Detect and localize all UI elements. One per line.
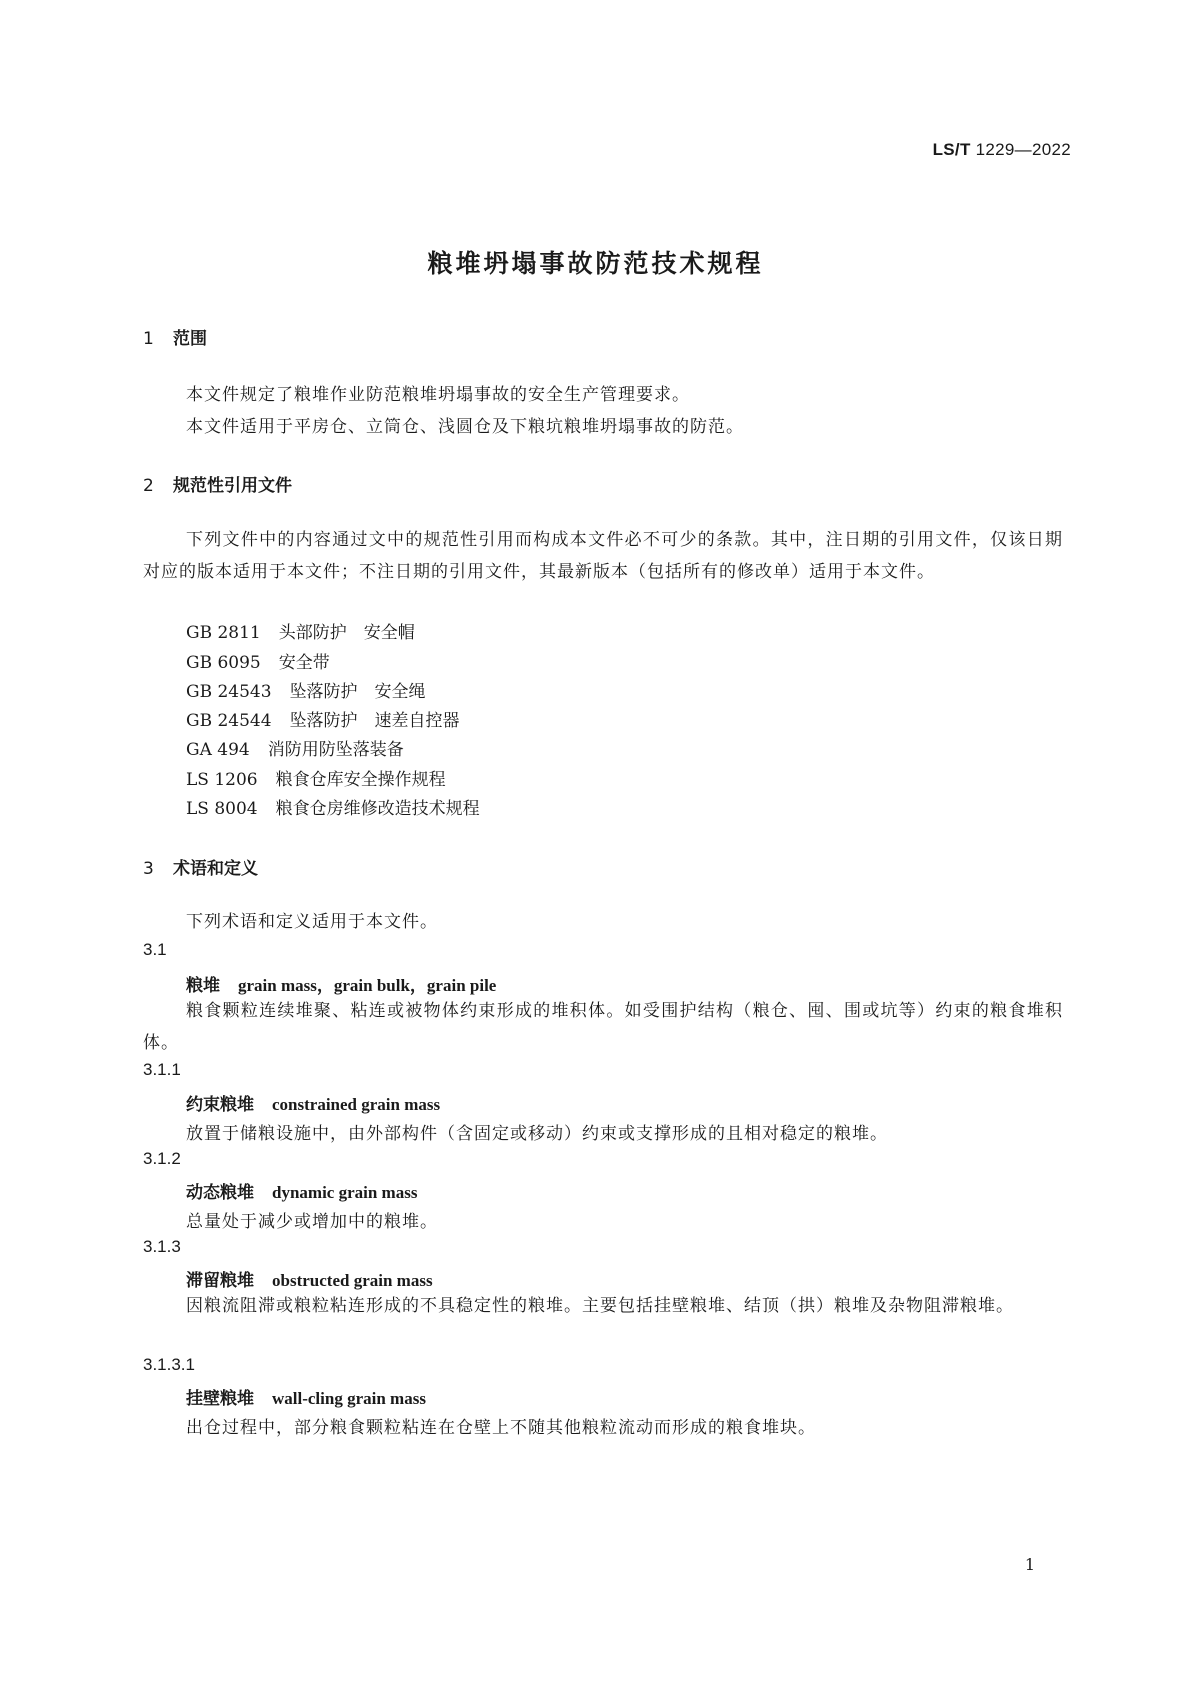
clause-number: 3.1.1 (143, 1060, 181, 1079)
reference-code: LS 1206 (186, 770, 258, 790)
term-heading (186, 1266, 433, 1291)
reference-item (186, 794, 480, 819)
reference-item (186, 765, 446, 790)
clause-number: 3.1.2 (143, 1149, 181, 1168)
standard-number (933, 140, 1071, 160)
term-en: constrained grain mass (272, 1095, 441, 1114)
section-number: 2 (143, 476, 154, 496)
reference-item (186, 618, 415, 643)
page-number: 1 (1024, 1555, 1035, 1574)
reference-title: 坠落防护 安全绳 (289, 682, 426, 702)
term-definition: 总量处于减少或增加中的粮堆。 (186, 1212, 438, 1232)
term-heading (186, 1384, 426, 1409)
section-heading-terms (143, 854, 258, 879)
reference-code: GB 24543 (186, 682, 272, 702)
reference-code: GA 494 (186, 740, 250, 760)
section-title: 范围 (173, 329, 207, 349)
reference-title: 消防用防坠落装备 (267, 740, 404, 760)
term-definition: 出仓过程中，部分粮食颗粒粘连在仓壁上不随其他粮粒流动而形成的粮食堆块。 (186, 1418, 816, 1438)
reference-item (186, 706, 460, 731)
reference-title: 粮食仓库安全操作规程 (275, 770, 446, 790)
section-heading-scope (143, 324, 207, 349)
term-zh: 约束粮堆 (186, 1095, 254, 1115)
term-definition: 放置于储粮设施中，由外部构件（含固定或移动）约束或支撑形成的且相对稳定的粮堆。 (186, 1124, 888, 1144)
reference-code: GB 6095 (186, 653, 261, 673)
reference-code: GB 2811 (186, 623, 261, 643)
term-en: dynamic grain mass (272, 1183, 418, 1202)
reference-title: 安全带 (278, 653, 330, 673)
clause-number: 3.1.3.1 (143, 1355, 195, 1374)
reference-title: 坠落防护 速差自控器 (289, 711, 460, 731)
term-definition: 粮食颗粒连续堆聚、粘连或被物体约束形成的堆积体。如受围护结构（粮仓、囤、围或坑等）约束的粮食堆积体。 (143, 1001, 1063, 1053)
term-heading (186, 971, 496, 996)
document-title: 粮堆坍塌事故防范技术规程 (427, 249, 764, 278)
term-en: wall-cling grain mass (272, 1389, 426, 1408)
term-zh: 滞留粮堆 (186, 1271, 254, 1291)
scope-paragraph-1: 本文件规定了粮堆作业防范粮堆坍塌事故的安全生产管理要求。 (186, 385, 690, 405)
term-en: grain mass，grain bulk，grain pile (238, 976, 497, 995)
term-heading (186, 1178, 417, 1203)
normative-intro: 下列文件中的内容通过文中的规范性引用而构成本文件必不可少的条款。其中，注日期的引用文件，仅该日期对应的版本适用于本文件；不注日期的引用文件，其最新版本（包括所有的修改单）适用于本文件。 (143, 530, 1063, 582)
term-en: obstructed grain mass (272, 1271, 433, 1290)
scope-paragraph-2: 本文件适用于平房仓、立筒仓、浅圆仓及下粮坑粮堆坍塌事故的防范。 (186, 417, 744, 437)
standard-prefix: LS/T (932, 140, 971, 159)
section-heading-normative (143, 471, 292, 496)
reference-item (186, 677, 426, 702)
clause-number: 3.1 (143, 940, 167, 959)
term-zh: 粮堆 (186, 976, 220, 996)
clause-number: 3.1.3 (143, 1237, 181, 1256)
standard-year: 1229—2022 (975, 140, 1071, 159)
section-number: 1 (143, 329, 154, 349)
term-zh: 动态粮堆 (186, 1183, 254, 1203)
term-heading (186, 1090, 440, 1115)
reference-code: LS 8004 (186, 799, 258, 819)
term-definition: 因粮流阻滞或粮粒粘连形成的不具稳定性的粮堆。主要包括挂壁粮堆、结顶（拱）粮堆及杂物阻滞粮堆。 (186, 1296, 1014, 1316)
section-title: 术语和定义 (173, 859, 258, 879)
reference-code: GB 24544 (186, 711, 272, 731)
section-title: 规范性引用文件 (173, 476, 292, 496)
section-number: 3 (143, 859, 154, 879)
term-zh: 挂壁粮堆 (186, 1389, 254, 1409)
terms-intro: 下列术语和定义适用于本文件。 (186, 912, 438, 932)
reference-title: 粮食仓房维修改造技术规程 (275, 799, 480, 819)
reference-item (186, 648, 330, 673)
reference-title: 头部防护 安全帽 (278, 623, 415, 643)
reference-item (186, 735, 404, 760)
